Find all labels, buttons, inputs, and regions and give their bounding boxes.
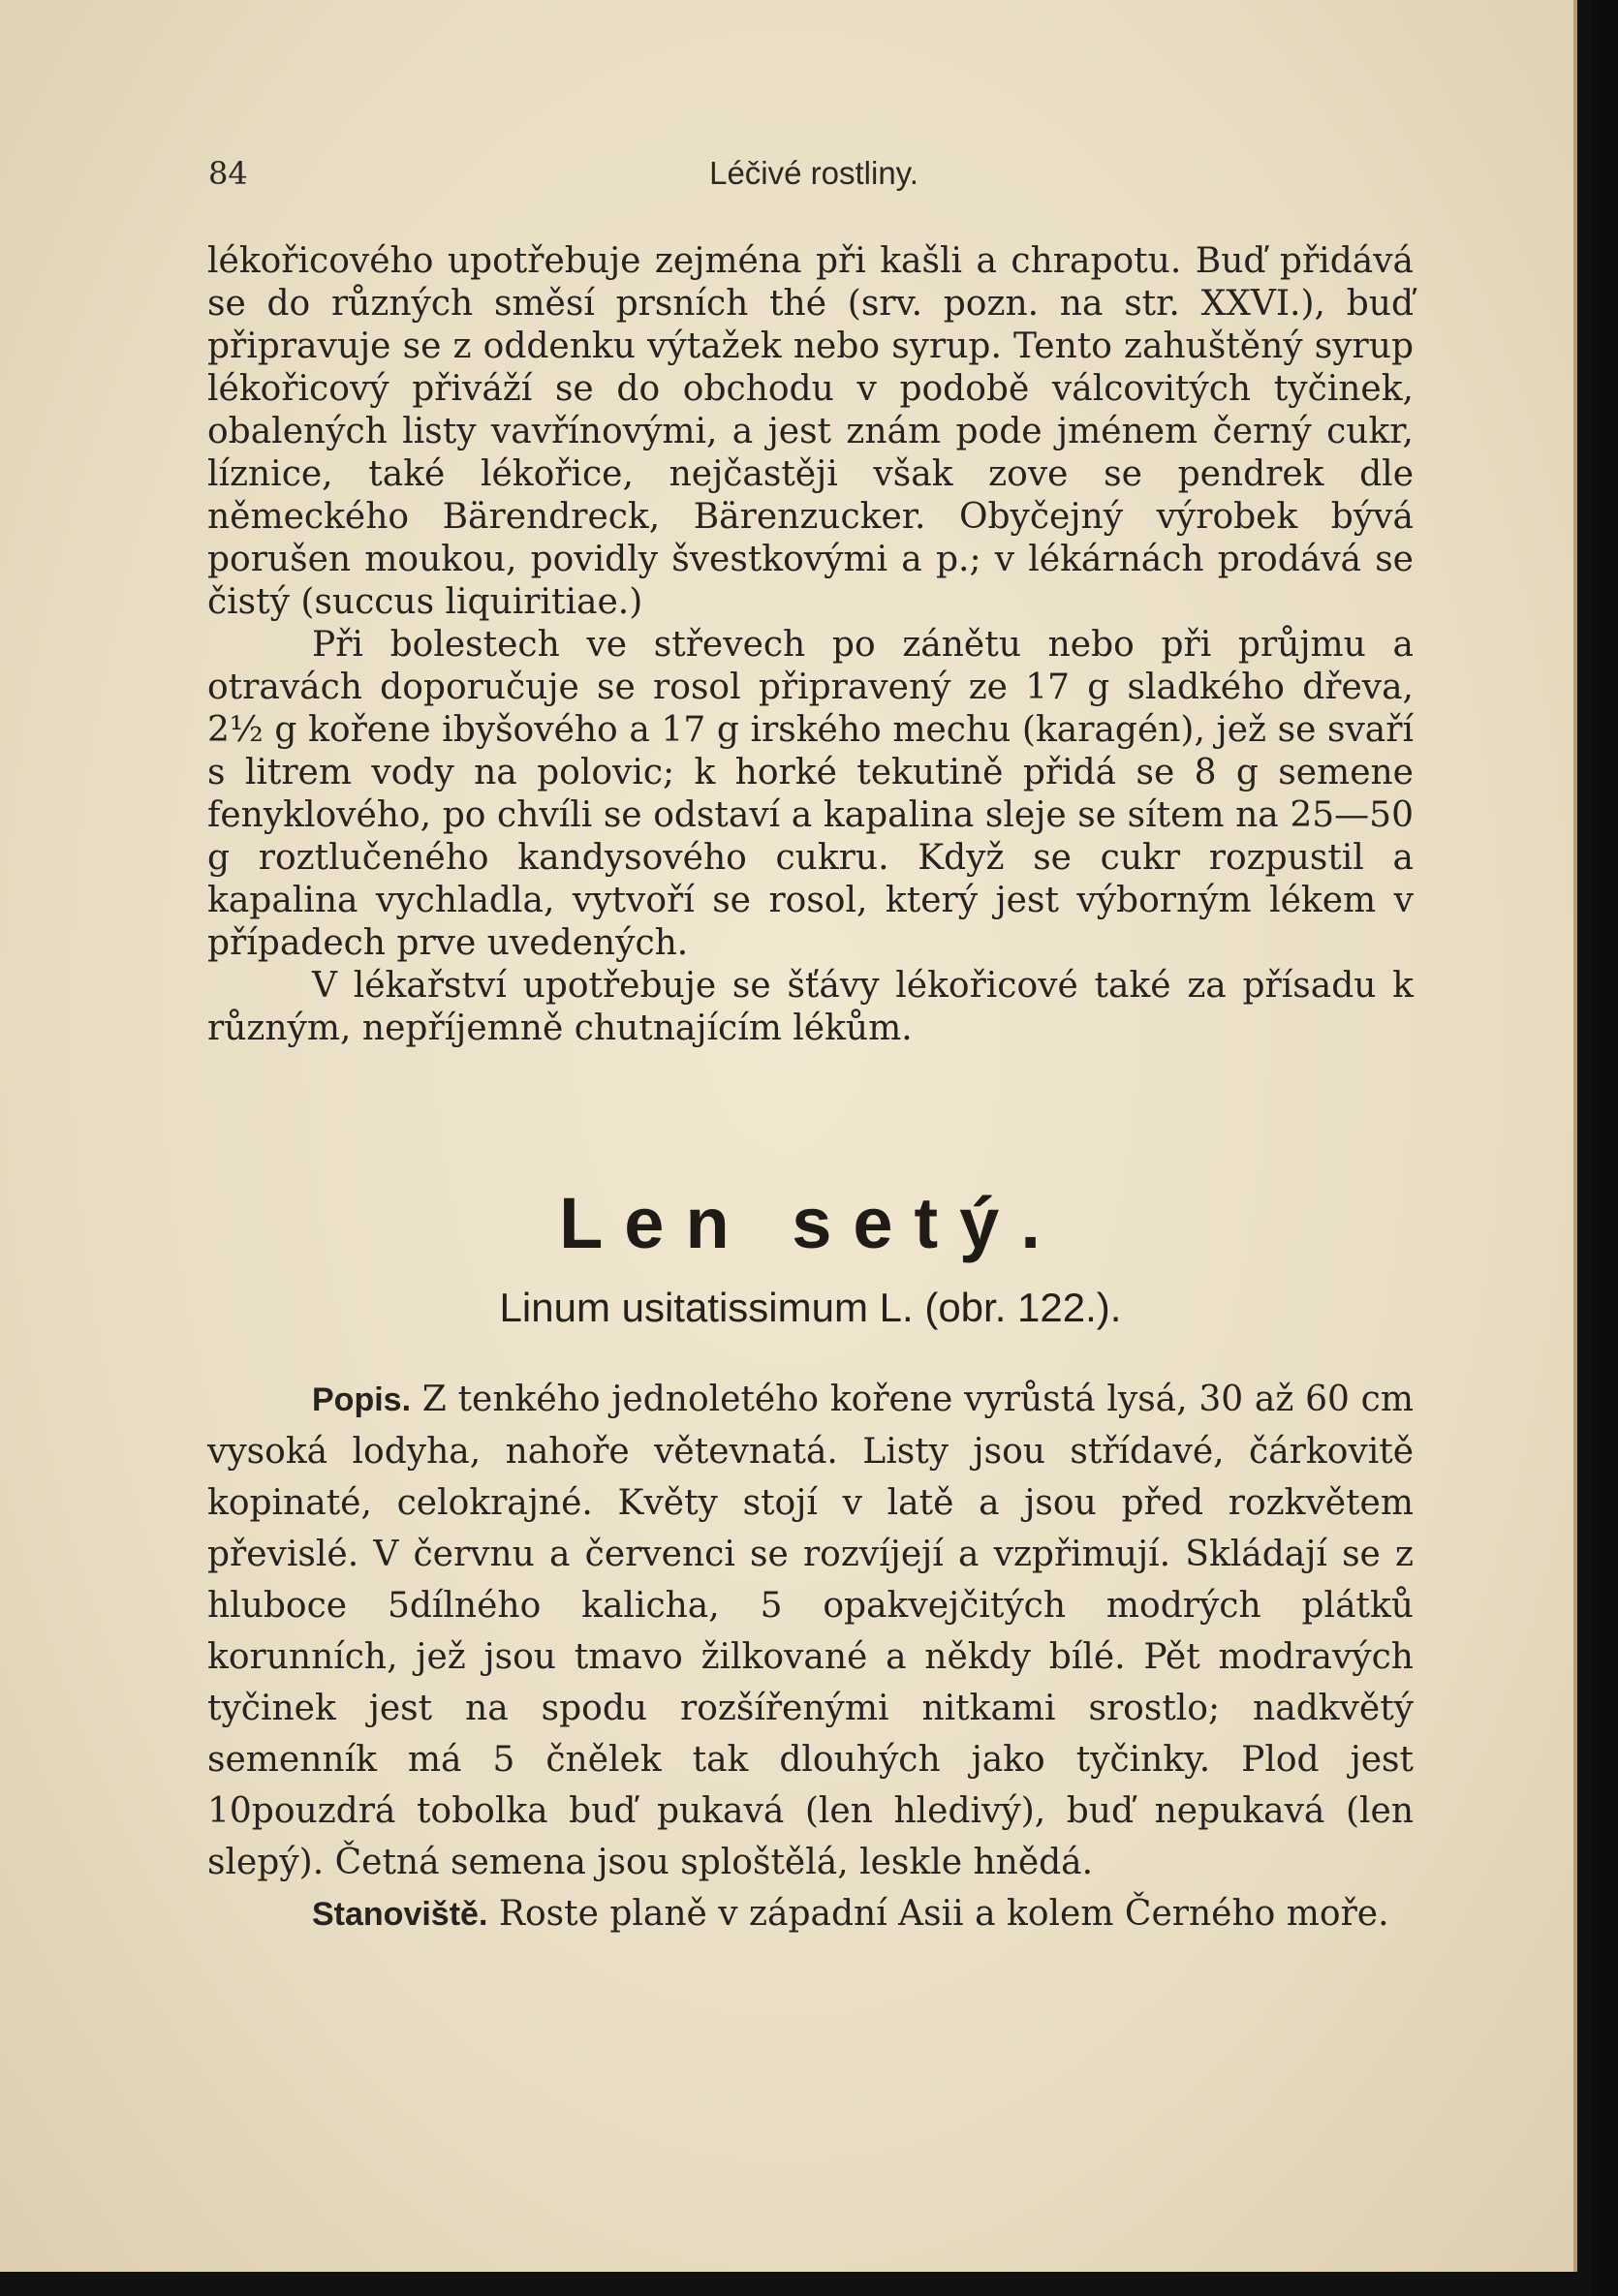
upper-text-block [207, 240, 1414, 1050]
paragraph-licorice-uses: lékořicového upotřebuje zejména při kašli a chrapotu. Buď přidává se do různých směsí prsních thé (srv. pozn. na str. XXVI.), buď připravuje se z oddenku výtažek nebo syrup. Tento zahuštěný syrup lékořicový přiváží se do obchodu v podobě válcovitých tyčinek, obalených listy vavřínovými, a jest znám pode jménem černý cukr, líznice, také lékořice, nejčastěji však zove se pendrek dle německého Bärendreck, Bärenzucker. Obyčejný výrobek bývá porušen moukou, povidly švestkovými a p.; v lékárnách prodává se čistý (succus liquiritiae.) [207, 241, 1414, 622]
description-text: Z tenkého jednoletého kořene vyrůstá lysá, 30 až 60 cm vysoká lodyha, nahoře větevnatá. Listy jsou střídavé, čárkovitě kopinaté, celokrajné. Květy stojí v latě a jsou před rozkvětem převislé. V červnu a červenci se rozvíjejí a vzpřimují. Skládají se z hluboce 5dílného kalicha, 5 opakvejčitých modrých plátků korunních, jež jsou tmavo žilkované a někdy bílé. Pět modravých tyčinek jest na spodu rozšířenými nitkami srostlo; nadkvětý semenník má 5 čnělek tak dlouhých jako tyčinky. Plod jest 10pouzdrá tobolka buď pukavá (len hledivý), buď nepukavá (len slepý). Četná semena jsou sploštělá, leskle hnědá. [207, 1380, 1414, 1882]
lower-text-block [207, 1374, 1414, 1940]
paragraph-description [207, 1374, 1414, 1888]
paragraph-remedy-recipe: Při bolestech ve střevech po zánětu nebo při průjmu a otravách doporučuje se rosol připravený ze 17 g sladkého dřeva, 2½ g kořene ibyšového a 17 g irského mechu (karagén), jež se svaří s litrem vody na polovic; k horké tekutině přidá se 8 g semene fenyklového, po chvíli se odstaví a kapalina sleje se sítem na 25—50 g roztlučeného kandysového cukru. Když se cukr rozpustil a kapalina vychladla, vytvoří se rosol, který jest výborným lékem v případech prve uvedených. [207, 625, 1414, 963]
description-label: Popis. [312, 1381, 412, 1418]
section-subtitle: Linum usitatissimum L. (obr. 122.). [499, 1285, 1122, 1330]
habitat-text: Roste planě v západní Asii a kolem Černého moře. [498, 1894, 1389, 1934]
scan-edge [1591, 0, 1618, 2296]
page-number: 84 [208, 155, 248, 192]
section-title: Len setý. [559, 1183, 1062, 1263]
page-header [208, 155, 1419, 194]
habitat-label: Stanoviště. [312, 1896, 488, 1933]
paragraph-medicine-additive: V lékařství upotřebuje se šťávy lékořicové také za přísadu k různým, nepříjemně chutnajícím lékům. [207, 966, 1414, 1048]
paragraph-habitat [207, 1888, 1414, 1940]
running-title: Léčivé rostliny. [709, 155, 918, 191]
